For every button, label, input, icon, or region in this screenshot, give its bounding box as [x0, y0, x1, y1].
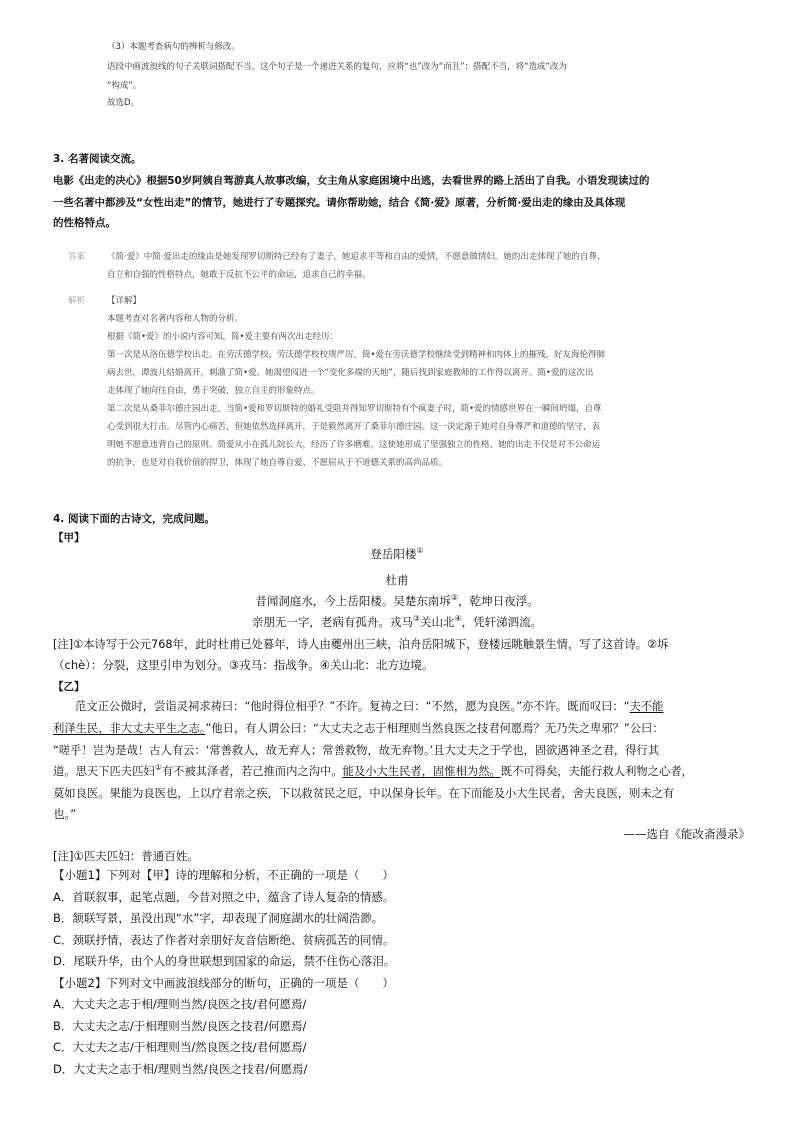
- analysis-line: 第一次是从洛伍德学校出走。在劳沃德学校，劳沃德学校校规严厉，简•爱在劳沃德学校继续受到精神和肉体上的摧残。好友海伦得肺: [107, 350, 606, 360]
- analysis-line: 走体现了她向往自由，勇于突破，独立自主的形象特点。: [107, 386, 320, 396]
- subquestion-2-stem: 【小题2】下列对文中画波浪线部分的断句，正确的一项是（ ）: [53, 976, 394, 990]
- poem-note: [注]①本诗写于公元768年，此时杜甫已处暮年，诗人由夔州出三峡，泊舟岳阳城下，登楼远眺触景生情，写了这首诗。②坼: [53, 638, 669, 651]
- yi-label: 【乙】: [53, 681, 85, 693]
- option-d[interactable]: D．尾联升华，由个人的身世联想到国家的命运，禁不住伤心落泪。: [53, 954, 396, 968]
- option-d[interactable]: D．大丈夫之志于相/理则当然/良医之技君/何愿焉/: [53, 1062, 308, 1076]
- question-4-heading: 4. 阅读下面的古诗文，完成问题。: [53, 513, 215, 525]
- analysis-label: 解析: [68, 296, 86, 306]
- jia-label: 【甲】: [53, 532, 85, 544]
- note-marker: ①: [416, 546, 424, 556]
- underlined-phrase: 能及小大生民者，固惟相为然。: [342, 765, 501, 778]
- prev-explanation-line: 语段中画波浪线的句子关联词搭配不当，这个句子是一个递进关系的复句，应将“也”改为“而且”；搭配不当，将“造成”改为: [107, 62, 567, 72]
- option-c[interactable]: C．大丈夫之志/于相理则当/然良医之技/君何愿焉/: [53, 1040, 307, 1054]
- poem-author: 杜甫: [385, 573, 409, 587]
- option-a[interactable]: A．首联叙事，起笔点题，今昔对照之中，蕴含了诗人复杂的情感。: [53, 890, 395, 904]
- analysis-line: 【详解】: [107, 296, 142, 306]
- prose-note: [注]①匹夫匹妇：普通百姓。: [53, 849, 199, 863]
- analysis-line: 明她不愿意违背自己的原则。简爱从小在孤儿院长大，经历了许多磨难，这使她形成了坚强独立的性格。她的出走不仅是对不公命运: [107, 440, 601, 450]
- underlined-phrase: 利泽生民，非大丈夫平生之志。: [53, 722, 206, 735]
- prose-line: “嗟乎！岂为是哉！古人有云：‘常善救人，故无弃人；常善救物，故无弃物。’且大丈夫之于学也，固欲遇神圣之君，得行其: [53, 744, 660, 757]
- note-marker: ②: [450, 593, 459, 603]
- analysis-line: 病去世，谭波儿结婚离开，刺激了简•爱。她渴望闯进一个“变化多端的天地”，随后找到家庭教师的工作得以离开。简•爱的这次出: [107, 368, 594, 378]
- analysis-line: 本题考查对名著内容和人物的分析。: [107, 314, 244, 324]
- option-b[interactable]: B．颔联写景，虽没出现“水”字，却表现了洞庭湖水的壮阔浩渺。: [53, 911, 384, 925]
- question-3-prompt: 一些名著中都涉及“女性出走”的情节，她进行了专题探究。请你帮助她，结合《简·爱》原著，分析简·爱出走的缘由及具体现: [53, 197, 626, 209]
- analysis-line: 第二次是从桑菲尔德庄园出走。当简•爱和罗切斯特的婚礼受阻并得知罗切斯特有个疯妻子时，简•爱的情感世界在一瞬间坍塌，自尊: [107, 404, 602, 414]
- poem-line: 昔闻洞庭水，今上岳阳楼。吴楚东南坼②，乾坤日夜浮。: [255, 593, 539, 608]
- option-b[interactable]: B．大丈夫之志/于相理则当然/良医之技君/何愿焉/: [53, 1019, 307, 1033]
- question-3-prompt: 的性格特点。: [53, 217, 116, 229]
- prose-line: 莫如良医。果能为良医也，上以疗君亲之疾，下以救贫民之厄，中以保身长年。在下而能及小大生民者，舍夫良医，则未之有: [53, 787, 675, 800]
- source-citation: ——选自《能改斋漫录》: [623, 827, 750, 841]
- prev-explanation-line: “构成”。: [107, 81, 142, 91]
- option-a[interactable]: A．大丈夫之志于相/理则当然/良医之技/君何愿焉/: [53, 997, 307, 1011]
- option-c[interactable]: C．颈联抒情，表达了作者对亲朋好友音信断绝、贫病孤苦的同情。: [53, 933, 395, 947]
- note-marker: ①: [154, 763, 162, 773]
- answer-text: 自立和自强的性格特点，她敢于反抗不公平的命运，追求自己的幸福。: [107, 270, 371, 280]
- question-3-prompt: 电影《出走的决心》根据50岁阿姨自驾游真人故事改编，女主角从家庭困境中出逃，去看世界的路上活出了自我。小语发现读过的: [53, 175, 650, 187]
- note-marker: ④: [454, 614, 462, 624]
- prose-line: 道。思天下匹夫匹妇①有不被其泽者，若己推而内之沟中。能及小大生民者，固惟相为然。既不可得矣，夫能行救人利物之心者，: [53, 763, 693, 778]
- analysis-line: 根据《简•爱》的小说内容可知，简•爱主要有两次出走经历：: [107, 332, 339, 342]
- question-3-heading: 3. 名著阅读交流。: [53, 153, 142, 165]
- analysis-line: 心受到很大打击。尽管内心痛苦，但她依然选择离开，于是毅然离开了桑菲尔德庄园。这一决定源于她对自身尊严和道德的坚守，表: [107, 422, 601, 432]
- analysis-line: 的抗争，也是对自我价值的捍卫，体现了她自尊自爱、不愿屈从于不道德关系的高尚品质。: [107, 458, 448, 468]
- answer-text: 《简·爱》中简·爱出走的缘由是她发现罗切斯特已经有了妻子，她追求平等和自由的爱情，不愿意做情妇。她的出走体现了她的自尊、: [107, 252, 606, 262]
- prev-explanation-line: 故选D。: [107, 98, 140, 108]
- note-marker: ③: [412, 614, 420, 624]
- poem-title: 登岳阳楼①: [370, 546, 424, 561]
- prose-line: 也。”: [53, 807, 77, 821]
- poem-note: （chè）：分裂，这里引申为划分。③戎马：指战争。④关山北：北方边境。: [53, 658, 434, 672]
- underlined-phrase: 夫不能: [629, 700, 664, 713]
- prev-explanation-line: （3）本题考查病句的辨析与修改。: [107, 42, 240, 52]
- answer-label: 答案: [68, 252, 86, 262]
- prose-line: 范文正公微时，尝诣灵祠求祷曰：“他时得位相乎？”不许。复祷之曰：“不然，愿为良医。”亦不许。既而叹曰：“夫不能: [75, 700, 664, 713]
- subquestion-1-stem: 【小题1】下列对【甲】诗的理解和分析，不正确的一项是（ ）: [53, 868, 394, 882]
- poem-line: 亲朋无一字，老病有孤舟。戎马③关山北④，凭轩涕泗流。: [251, 614, 543, 629]
- prose-line: 利泽生民，非大丈夫平生之志。”他日，有人谓公曰：“大丈夫之志于相理则当然良医之技君何愿焉？无乃失之卑邪？”公曰：: [53, 722, 664, 735]
